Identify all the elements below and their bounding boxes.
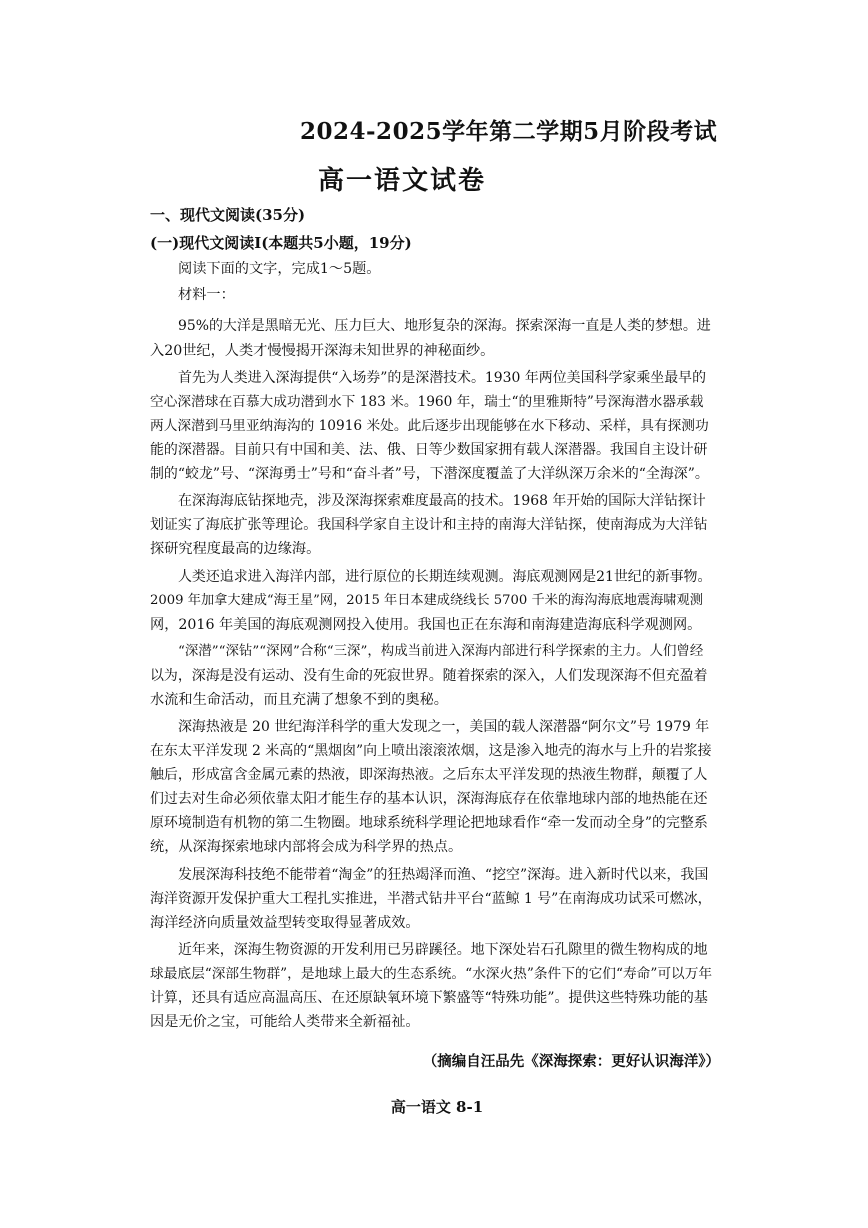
passage-line: 首先为人类进入深海提供“入场券”的是深潜技术。1930 年两位美国科学家乘坐最早的	[178, 370, 707, 386]
subject-title: 高一语文试卷	[318, 166, 487, 196]
sub-heading: (一)现代文阅读Ⅰ(本题共5小题，19分)	[150, 234, 412, 252]
passage-line: 们过去对生命必须依靠太阳才能生存的基本认识，深海海底存在依靠地球内部的地热能在还	[150, 791, 708, 807]
passage-line: 海洋资源开发保护重大工程扎实推进，半潜式钻井平台“蓝鲸 1 号”在南海成功试采可燃冰，	[150, 891, 712, 907]
passage-line: 发展深海科技绝不能带着“淘金”的狂热竭泽而渔、“挖空”深海。进入新时代以来，我国	[178, 867, 709, 883]
passage-line: 空心深潜球在百慕大成功潜到水下 183 米。1960 年，瑞士“的里雅斯特”号深海潜水器承载	[150, 394, 704, 410]
passage-line: 制的“蛟龙”号、“深海勇士”号和“奋斗者”号，下潜深度覆盖了大洋纵深万余米的“全海深”。	[150, 466, 709, 482]
passage-line: 2009 年加拿大建成“海王星”网，2015 年日本建成绕线长 5700 千米的海沟海底地震海啸观测	[150, 593, 703, 608]
passage-line: 深海热液是 20 世纪海洋科学的重大发现之一，美国的载人深潜器“阿尔文”号 1979 年	[178, 719, 710, 735]
passage-line: 触后，形成富含金属元素的热液，即深海热液。之后东太平洋发现的热液生物群，颠覆了人	[150, 767, 708, 783]
passage-line: 探研究程度最高的边缘海。	[150, 541, 321, 557]
passage-line: 近年来，深海生物资源的开发利用已另辟蹊径。地下深处岩石孔隙里的微生物构成的地	[178, 942, 708, 958]
passage-line: 人类还追求进入海洋内部，进行原位的长期连续观测。海底观测网是21世纪的新事物。	[178, 569, 712, 585]
passage-line: “深潜”“深钻”“深网”合称“三深”，构成当前进入深海内部进行科学探索的主力。人们曾经	[178, 644, 704, 659]
passage-line: 球最底层“深部生物群”，是地球上最大的生态系统。“水深火热”条件下的它们“寿命”可以万年	[150, 966, 712, 982]
passage-line: 以为，深海是没有运动、没有生命的死寂世界。随着探索的深入，人们发现深海不但充盈着	[150, 668, 708, 684]
passage-line: 在东太平洋发现 2 米高的“黑烟囱”向上喷出滚滚浓烟，这是渗入地壳的海水与上升的岩浆接	[150, 743, 712, 759]
passage-line: 95%的大洋是黑暗无光、压力巨大、地形复杂的深海。探索深海一直是人类的梦想。进	[178, 318, 711, 334]
passage-line: 入20世纪，人类才慢慢揭开深海未知世界的神秘面纱。	[150, 343, 495, 359]
instruction-text: 阅读下面的文字，完成1～5题。	[178, 261, 381, 277]
exam-title: 2024-2025学年第二学期5月阶段考试	[300, 118, 718, 145]
material-label: 材料一：	[178, 287, 235, 303]
passage-line: 在深海海底钻探地壳，涉及深海探索难度最高的技术。1968 年开始的国际大洋钻探计	[178, 493, 706, 509]
passage-line: 因是无价之宝，可能给人类带来全新福祉。	[150, 1014, 420, 1030]
passage-line: 两人深潜到马里亚纳海沟的 10916 米处。此后逐步出现能够在水下移动、采样，具有探测功	[150, 418, 709, 434]
passage-line: 原环境制造有机物的第二生物圈。地球系统科学理论把地球看作“牵一发而动全身”的完整系	[150, 815, 708, 831]
passage-line: 计算，还具有适应高温高压、在还原缺氧环境下繁盛等“特殊功能”。提供这些特殊功能的基	[150, 990, 708, 1006]
passage-line: 水流和生命活动，而且充满了想象不到的奥秘。	[150, 692, 448, 708]
passage-line: 划证实了海底扩张等理论。我国科学家自主设计和主持的南海大洋钻探，使南海成为大洋钻	[150, 517, 708, 533]
part-heading: 一、现代文阅读(35分)	[150, 206, 306, 224]
passage-line: 网，2016 年美国的海底观测网投入使用。我国也正在东海和南海建造海底科学观测网。	[150, 617, 702, 633]
passage-line: 海洋经济向质量效益型转变取得显著成效。	[150, 915, 420, 931]
source-citation: （摘编自汪品先《深海探索：更好认识海洋》）	[422, 1053, 720, 1070]
page-number: 高一语文 8-1	[390, 1098, 484, 1116]
passage-line: 能的深潜器。目前只有中国和美、法、俄、日等少数国家拥有载人深潜器。我国自主设计研	[150, 442, 708, 458]
passage-line: 统，从深海探索地球内部将会成为科学界的热点。	[150, 839, 463, 855]
